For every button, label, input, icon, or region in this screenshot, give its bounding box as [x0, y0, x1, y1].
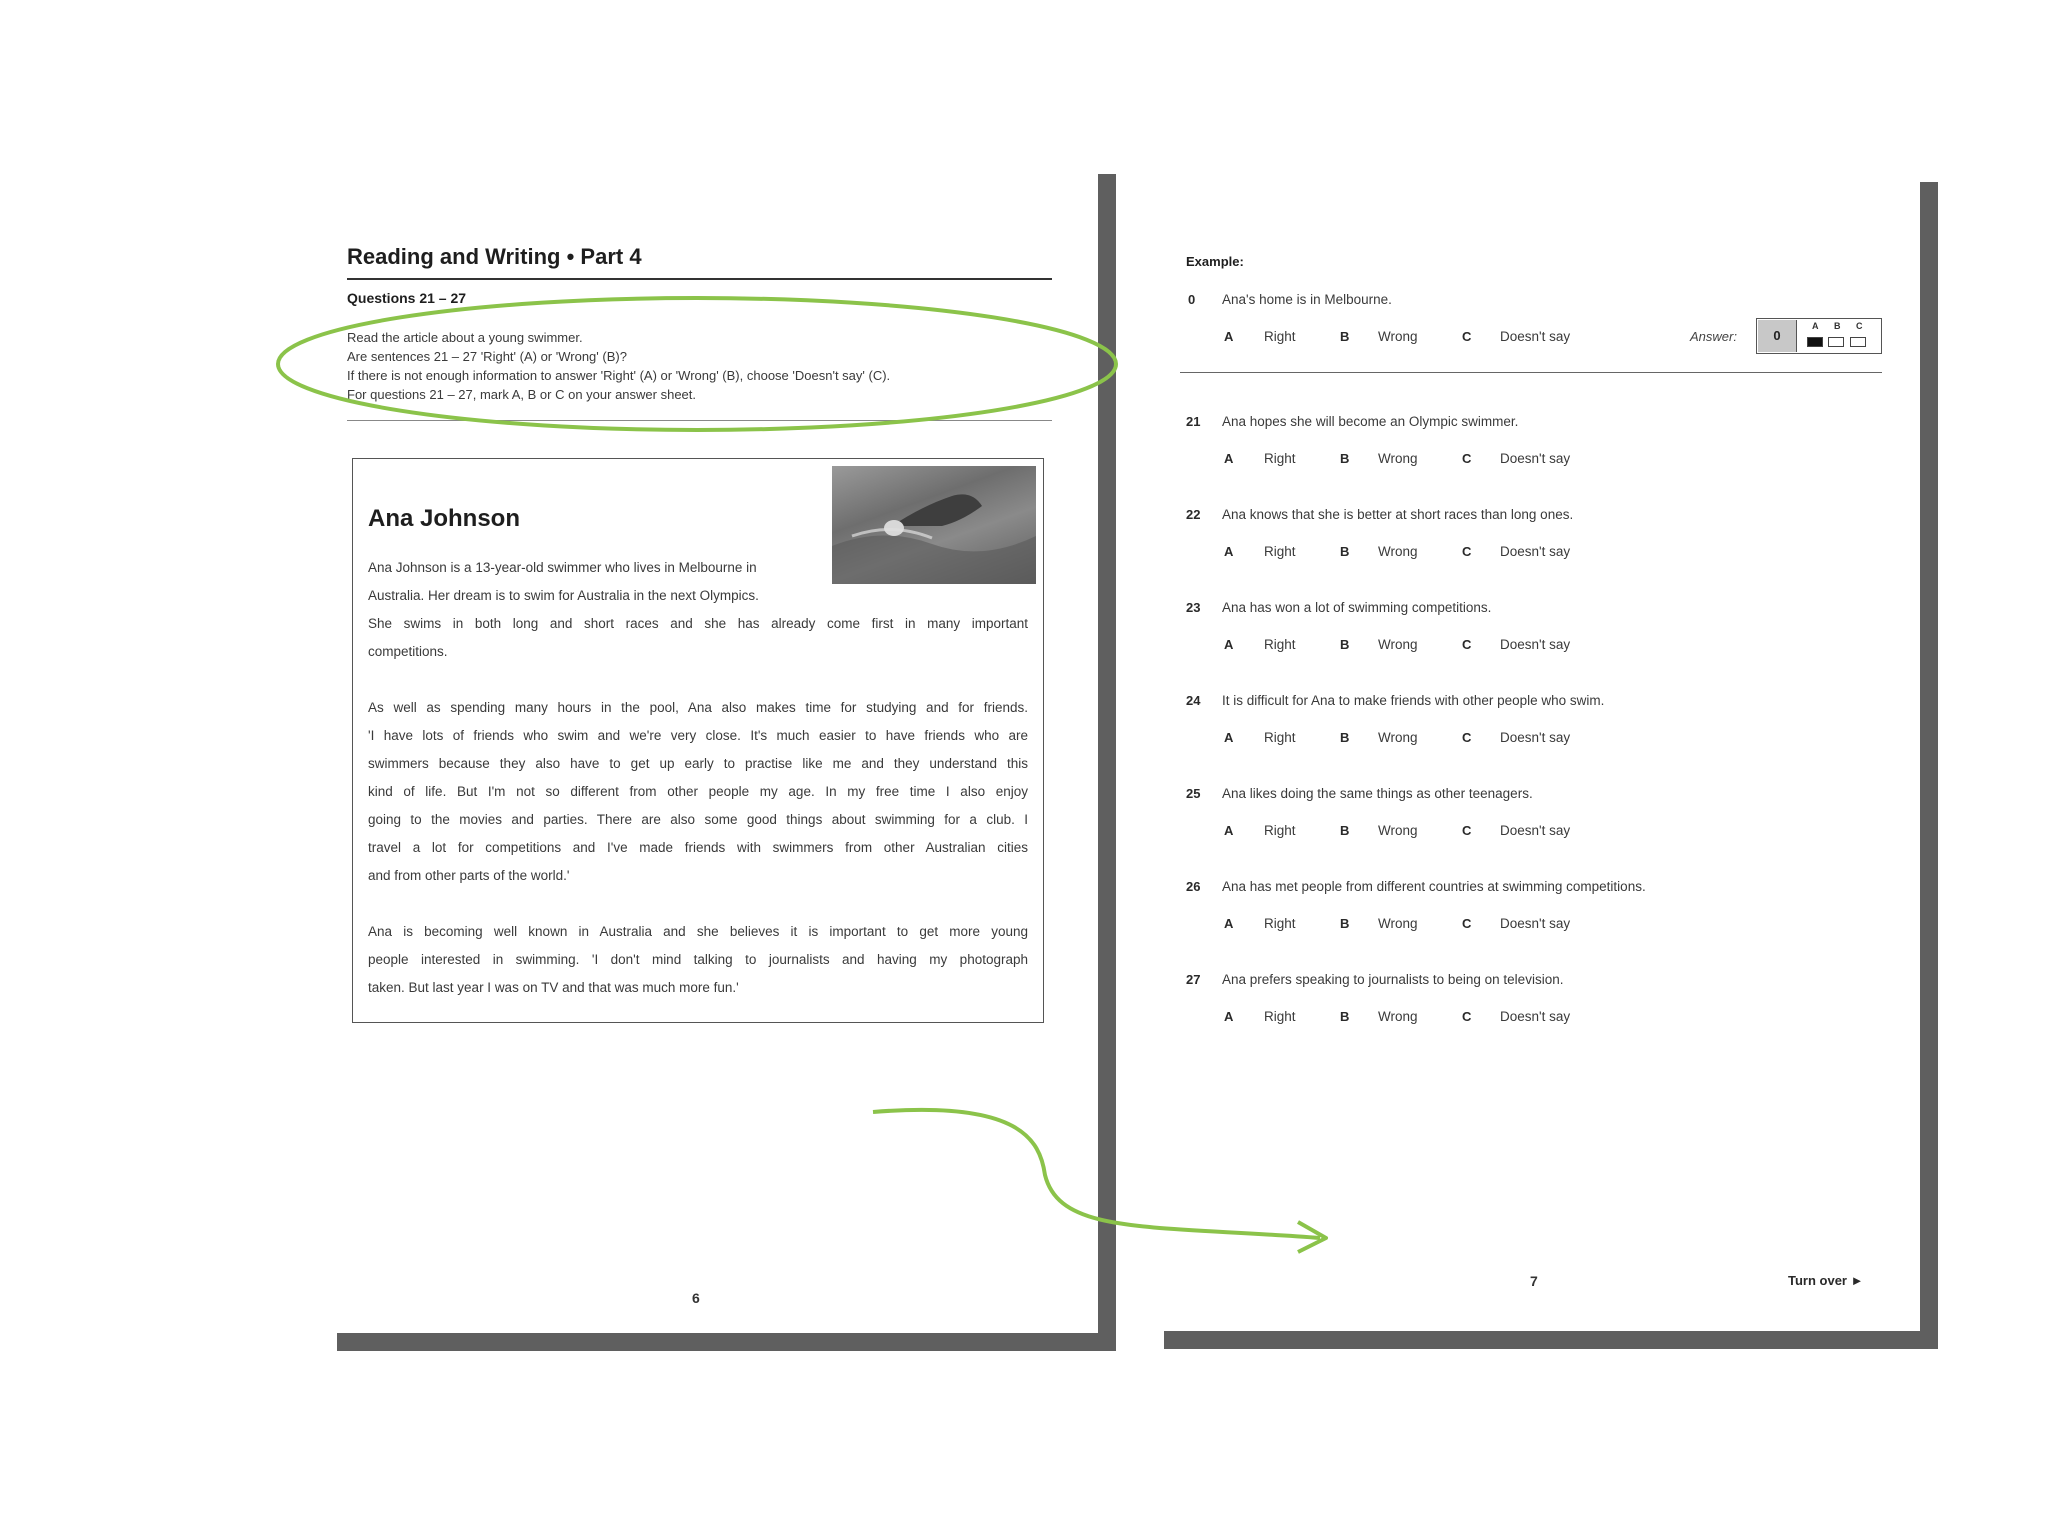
question-number: 21: [1186, 414, 1201, 429]
answer-letter: A: [1812, 321, 1819, 331]
article-line: Ana Johnson is a 13-year-old swimmer who lives in Melbourne in: [368, 560, 757, 575]
question-text: It is difficult for Ana to make friends with other people who swim.: [1222, 693, 1605, 708]
swimmer-photo: [832, 466, 1036, 584]
option-letter: B: [1340, 329, 1350, 344]
right-page-shadow-bottom: [1164, 1331, 1938, 1349]
option-text: Doesn't say: [1500, 329, 1571, 344]
option-text: Wrong: [1378, 916, 1418, 931]
right-page: [1162, 182, 1924, 1339]
option-text: Doesn't say: [1500, 451, 1571, 466]
option-text: Wrong: [1378, 544, 1418, 559]
option-letter: B: [1340, 730, 1350, 745]
article-line: taken. But last year I was on TV and that was much more fun.': [368, 980, 739, 995]
option-letter: A: [1224, 730, 1234, 745]
page-number-left: 6: [692, 1290, 700, 1306]
answer-cell-a: [1807, 337, 1823, 347]
answer-cell-c: [1850, 337, 1866, 347]
option-letter: C: [1462, 329, 1472, 344]
option-text: Doesn't say: [1500, 637, 1571, 652]
option-text: Wrong: [1378, 730, 1418, 745]
section-title: Reading and Writing • Part 4: [347, 244, 642, 269]
left-page-shadow-bottom: [337, 1333, 1116, 1351]
option-text: Right: [1264, 329, 1296, 344]
question-number: 22: [1186, 507, 1201, 522]
option-text: Right: [1264, 544, 1296, 559]
question-number: 24: [1186, 693, 1201, 708]
option-text: Wrong: [1378, 823, 1418, 838]
question-text: Ana has won a lot of swimming competitions.: [1222, 600, 1492, 615]
option-text: Wrong: [1378, 451, 1418, 466]
article-title: Ana Johnson: [368, 505, 521, 532]
option-text: Right: [1264, 637, 1296, 652]
option-letter: C: [1462, 451, 1472, 466]
example-number: 0: [1188, 292, 1196, 307]
turn-over-label: Turn over ►: [1788, 1273, 1864, 1288]
example-label: Example:: [1186, 254, 1244, 269]
option-text: Right: [1264, 730, 1296, 745]
article-line: kind of life. But I'm not so different from other people my age. In my free time I also enjoy: [368, 784, 1028, 799]
answer-number: 0: [1758, 320, 1797, 352]
option-letter: C: [1462, 916, 1472, 931]
option-letter: B: [1340, 544, 1350, 559]
question-text: Ana likes doing the same things as other teenagers.: [1222, 786, 1533, 801]
question-text: Ana has met people from different countries at swimming competitions.: [1222, 879, 1646, 894]
option-letter: A: [1224, 329, 1234, 344]
question-number: 23: [1186, 600, 1201, 615]
answer-label: Answer:: [1690, 329, 1737, 344]
option-text: Wrong: [1378, 329, 1418, 344]
article-line: 'I have lots of friends who swim and we're very close. It's much easier to have friends who are: [368, 728, 1028, 743]
option-letter: C: [1462, 730, 1472, 745]
article-line: people interested in swimming. 'I don't mind talking to journalists and having my photograph: [368, 952, 1028, 967]
question-text: Ana hopes she will become an Olympic swimmer.: [1222, 414, 1519, 429]
option-text: Right: [1264, 916, 1296, 931]
instruction-line: Are sentences 21 – 27 'Right' (A) or 'Wrong' (B)?: [347, 349, 627, 364]
option-text: Wrong: [1378, 637, 1418, 652]
option-letter: B: [1340, 451, 1350, 466]
option-letter: C: [1462, 1009, 1472, 1024]
article-line: going to the movies and parties. There are also some good things about swimming for a club. I: [368, 812, 1028, 827]
example-text: Ana's home is in Melbourne.: [1222, 292, 1392, 307]
article-line: travel a lot for competitions and I've made friends with swimmers from other Australian cities: [368, 840, 1028, 855]
option-letter: C: [1462, 823, 1472, 838]
article-line: competitions.: [368, 644, 448, 659]
question-range: Questions 21 – 27: [347, 290, 467, 306]
option-text: Doesn't say: [1500, 1009, 1571, 1024]
option-letter: A: [1224, 823, 1234, 838]
page-number-right: 7: [1530, 1273, 1538, 1289]
instruction-line: Read the article about a young swimmer.: [347, 330, 583, 345]
instructions-rule: [347, 420, 1052, 421]
option-text: Doesn't say: [1500, 544, 1571, 559]
option-text: Right: [1264, 823, 1296, 838]
instruction-line: For questions 21 – 27, mark A, B or C on your answer sheet.: [347, 387, 697, 402]
question-number: 27: [1186, 972, 1201, 987]
option-text: Right: [1264, 451, 1296, 466]
option-letter: C: [1462, 637, 1472, 652]
option-letter: B: [1340, 916, 1350, 931]
question-text: Ana prefers speaking to journalists to being on television.: [1222, 972, 1564, 987]
instruction-line: If there is not enough information to answer 'Right' (A) or 'Wrong' (B), choose 'Doesn't say' (C).: [347, 368, 891, 383]
answer-letter: B: [1834, 321, 1841, 331]
answer-letter: C: [1856, 321, 1863, 331]
option-letter: B: [1340, 637, 1350, 652]
right-page-shadow: [1920, 182, 1938, 1349]
option-text: Wrong: [1378, 1009, 1418, 1024]
option-letter: A: [1224, 451, 1234, 466]
article-line: swimmers because they also have to get up early to practise like me and they understand this: [368, 756, 1028, 771]
option-letter: B: [1340, 1009, 1350, 1024]
option-letter: A: [1224, 637, 1234, 652]
question-number: 25: [1186, 786, 1201, 801]
article-line: Ana is becoming well known in Australia and she believes it is important to get more young: [368, 924, 1028, 939]
option-text: Doesn't say: [1500, 823, 1571, 838]
title-rule: [347, 278, 1052, 280]
option-letter: B: [1340, 823, 1350, 838]
left-page-shadow: [1098, 174, 1116, 1351]
example-rule: [1180, 372, 1882, 373]
answer-cell-b: [1828, 337, 1844, 347]
option-letter: A: [1224, 544, 1234, 559]
option-letter: C: [1462, 544, 1472, 559]
option-text: Right: [1264, 1009, 1296, 1024]
article-line: She swims in both long and short races and she has already come first in many important: [368, 616, 1028, 631]
question-text: Ana knows that she is better at short races than long ones.: [1222, 507, 1574, 522]
option-text: Doesn't say: [1500, 916, 1571, 931]
option-text: Doesn't say: [1500, 730, 1571, 745]
article-line: Australia. Her dream is to swim for Australia in the next Olympics.: [368, 588, 759, 603]
question-number: 26: [1186, 879, 1201, 894]
option-letter: A: [1224, 1009, 1234, 1024]
article-line: and from other parts of the world.': [368, 868, 570, 883]
option-letter: A: [1224, 916, 1234, 931]
article-line: As well as spending many hours in the pool, Ana also makes time for studying and for friends.: [368, 700, 1028, 715]
